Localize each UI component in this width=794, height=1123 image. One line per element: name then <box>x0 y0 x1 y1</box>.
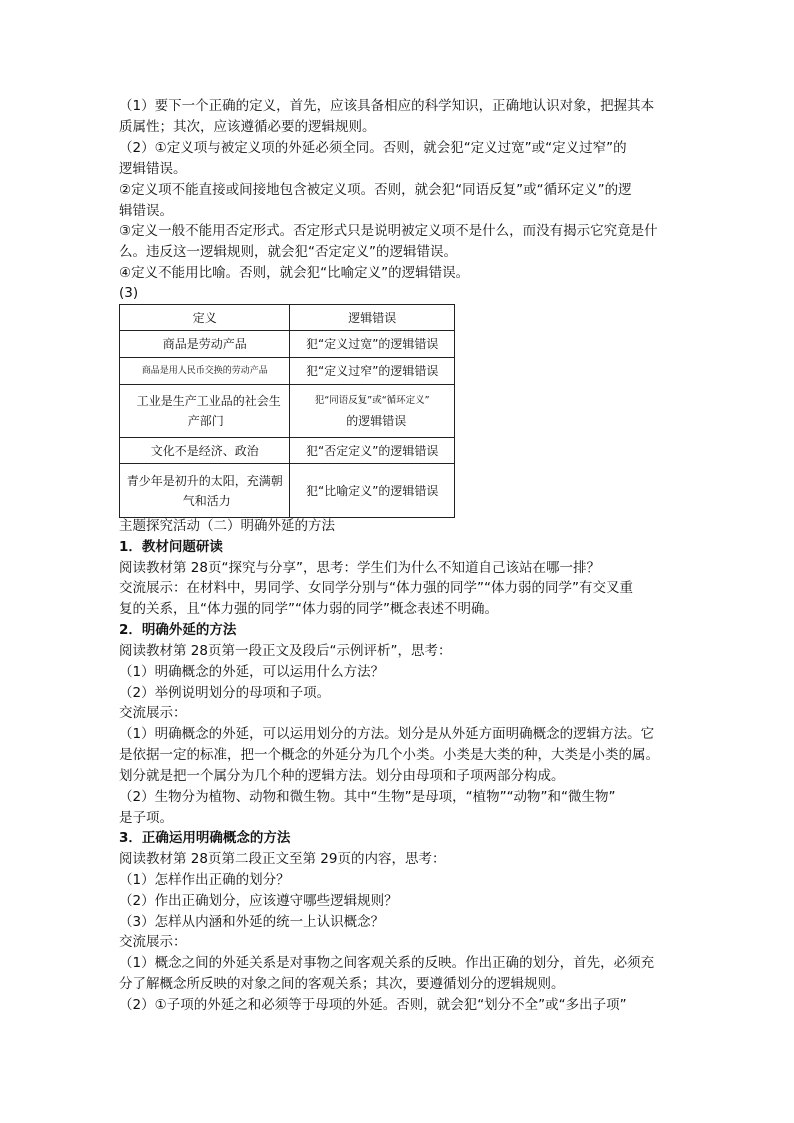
cell-line: 青少年是初升的太阳，充满朝 <box>126 473 283 488</box>
text-line: （1）怎样作出正确的划分？ <box>119 872 290 888</box>
table-cell <box>120 464 290 518</box>
table-cell: 犯“比喻定义”的逻辑错误 <box>290 464 455 518</box>
section-heading: 主题探究活动（二）明确外延的方法 <box>119 518 335 534</box>
table-cell <box>120 385 290 438</box>
text-line: 交流展示： <box>119 934 187 950</box>
text-line: 交流展示： <box>119 705 187 721</box>
table-row <box>120 358 455 385</box>
text-line: （1）明确概念的外延，可以运用什么方法？ <box>119 664 385 680</box>
definition-error-table <box>119 304 455 518</box>
text-line: （3）怎样从内涵和外延的统一上认识概念？ <box>119 914 385 930</box>
cell-line: 产部门 <box>187 414 224 428</box>
text-line: （2）生物分为植物、动物和微生物。其中“生物”是母项，“植物”“动物”和“微生物” <box>119 789 616 805</box>
text-line: （2）举例说明划分的母项和子项。 <box>119 685 331 701</box>
text-line: 阅读教材第 28页第二段正文至第 29页的内容，思考： <box>119 851 446 867</box>
text-line: 逻辑错误。 <box>119 161 187 177</box>
text-line: 分了解概念所反映的对象之间的客观关系；其次，要遵循划分的逻辑规则。 <box>119 976 565 992</box>
table-row <box>120 331 455 358</box>
cell-line: 犯“同语反复”或“循环定义” <box>314 395 430 406</box>
table-row <box>120 385 455 438</box>
table-row <box>120 464 455 518</box>
table-cell: 商品是用人民币交换的劳动产品 <box>120 358 290 385</box>
text-line: 交流展示：在材料中，男同学、女同学分别与“体力强的同学”“体力弱的同学”有交叉重 <box>119 580 633 596</box>
text-line: 么。违反这一逻辑规则，就会犯“否定定义”的逻辑错误。 <box>119 244 457 260</box>
cell-line: 工业是生产工业品的社会生 <box>136 394 281 408</box>
table-cell: 商品是劳动产品 <box>120 331 290 358</box>
table-cell <box>290 385 455 438</box>
table-cell: 文化不是经济、政治 <box>120 438 290 464</box>
text-line: （1）要下一个正确的定义，首先，应该具备相应的科学知识，正确地认识对象，把握其本 <box>119 98 655 114</box>
text-line: ②定义项不能直接或间接地包含被定义项。否则，就会犯“同语反复”或“循环定义”的逻 <box>119 182 632 198</box>
text-line: ④定义不能用比喻。否则，就会犯“比喻定义”的逻辑错误。 <box>119 265 470 281</box>
table-cell: 犯“否定定义”的逻辑错误 <box>290 438 455 464</box>
cell-line: 气和活力 <box>182 493 231 508</box>
text-line: 质属性；其次，应该遵循必要的逻辑规则。 <box>119 119 376 135</box>
table-header: 定义 <box>120 305 290 331</box>
table-header-row <box>120 305 455 331</box>
text-line: （2）①定义项与被定义项的外延必须全同。否则，就会犯“定义过宽”或“定义过窄”的 <box>119 140 627 156</box>
text-line: 阅读教材第 28页第一段正文及段后“示例评析”，思考： <box>119 643 452 659</box>
text-line: （1）明确概念的外延，可以运用划分的方法。划分是从外延方面明确概念的逻辑方法。它 <box>119 726 655 742</box>
table-row <box>120 438 455 464</box>
text-line: （2）作出正确划分，应该遵守哪些逻辑规则？ <box>119 893 398 909</box>
text-line: ③定义一般不能用否定形式。否定形式只是说明被定义项不是什么，而没有揭示它究竟是什 <box>119 223 658 239</box>
text-line: 是子项。 <box>119 810 173 826</box>
cell-line: 的逻辑错误 <box>346 414 407 428</box>
table-cell: 犯“定义过窄”的逻辑错误 <box>290 358 455 385</box>
text-line: 阅读教材第 28页“探究与分享”，思考：学生们为什么不知道自己该站在哪一排？ <box>119 560 600 576</box>
table-header: 逻辑错误 <box>290 305 455 331</box>
table-cell: 犯“定义过宽”的逻辑错误 <box>290 331 455 358</box>
text-line: 辑错误。 <box>119 203 173 219</box>
text-line: （1）概念之间的外延关系是对事物之间客观关系的反映。作出正确的划分，首先，必须充 <box>119 955 655 971</box>
text-line: 复的关系，且“体力强的同学”“体力弱的同学”概念表述不明确。 <box>119 601 498 617</box>
text-line: （2）①子项的外延之和必须等于母项的外延。否则，就会犯“划分不全”或“多出子项” <box>119 997 627 1013</box>
text-line: 划分就是把一个属分为几个种的逻辑方法。划分由母项和子项两部分构成。 <box>119 768 565 784</box>
text-line: 是依据一定的标准，把一个概念的外延分为几个小类。小类是大类的种，大类是小类的属。 <box>119 747 659 763</box>
subsection-heading: 3．正确运用明确概念的方法 <box>119 830 291 846</box>
subsection-heading: 1．教材问题研读 <box>119 539 223 555</box>
subsection-heading: 2．明确外延的方法 <box>119 622 237 638</box>
text-line: (3) <box>119 285 139 301</box>
